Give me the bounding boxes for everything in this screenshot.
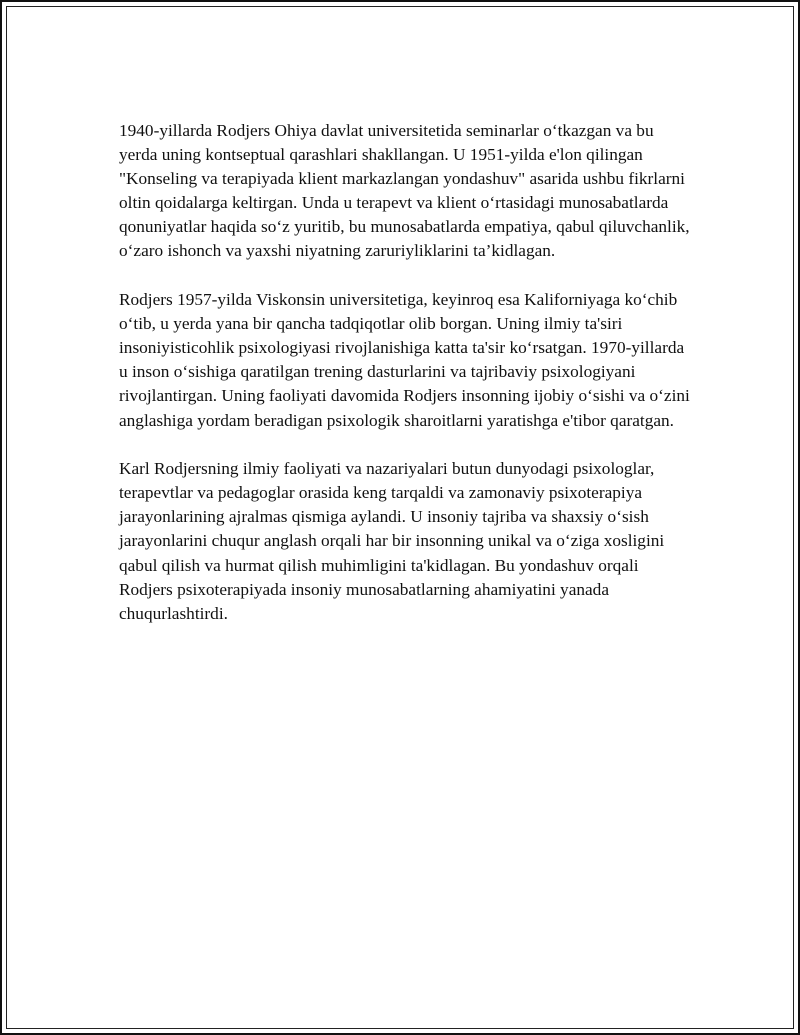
paragraph-3: Karl Rodjersning ilmiy faoliyati va nazariyalari butun dunyodagi psixologlar, terapevtlar va pedagoglar orasida keng tarqaldi va zamonaviy psixoterapiya jarayonlarining ajralmas qismiga aylandi. U insoniy tajriba va shaxsiy o‘sish jarayonlarini chuqur anglash orqali har bir insonning unikal va o‘ziga xosligini qabul qilish va hurmat qilish muhimligini ta'kidlagan. Bu yondashuv orqali Rodjers psixoterapiyada insoniy munosabatlarning ahamiyatini yanada chuqurlashtirdi. bbox=[119, 459, 665, 623]
document-body bbox=[119, 119, 694, 650]
paragraph-2: Rodjers 1957-yilda Viskonsin universitetiga, keyinroq esa Kaliforniyaga ko‘chib o‘tib, u yerda yana bir qancha tadqiqotlar olib borgan. Uning ilmiy ta'siri insoniyisticohlik psixologiyasi rivojlanishiga katta ta'sir ko‘rsatgan. 1970-yillarda u inson o‘sishiga qaratilgan trening dasturlarini va tajribaviy psixologiyani rivojlantirgan. Uning faoliyati davomida Rodjers insonning ijobiy o‘sishi va o‘zini anglashiga yordam beradigan psixologik sharoitlarni yaratishga e'tibor qaratgan. bbox=[119, 290, 690, 430]
paragraph-1: 1940-yillarda Rodjers Ohiya davlat universitetida seminarlar o‘tkazgan va bu yerda uning kontseptual qarashlari shakllangan. U 1951-yilda e'lon qilingan "Konseling va terapiyada klient markazlangan yondashuv" asarida ushbu fikrlarni oltin qoidalarga keltirgan. Unda u terapevt va klient o‘rtasidagi munosabatlarda qonuniyatlar haqida so‘z yuritib, bu munosabatlarda empatiya, qabul qiluvchanlik, o‘zaro ishonch va yaxshi niyatning zaruriyliklarini ta’kidlagan. bbox=[119, 121, 690, 261]
